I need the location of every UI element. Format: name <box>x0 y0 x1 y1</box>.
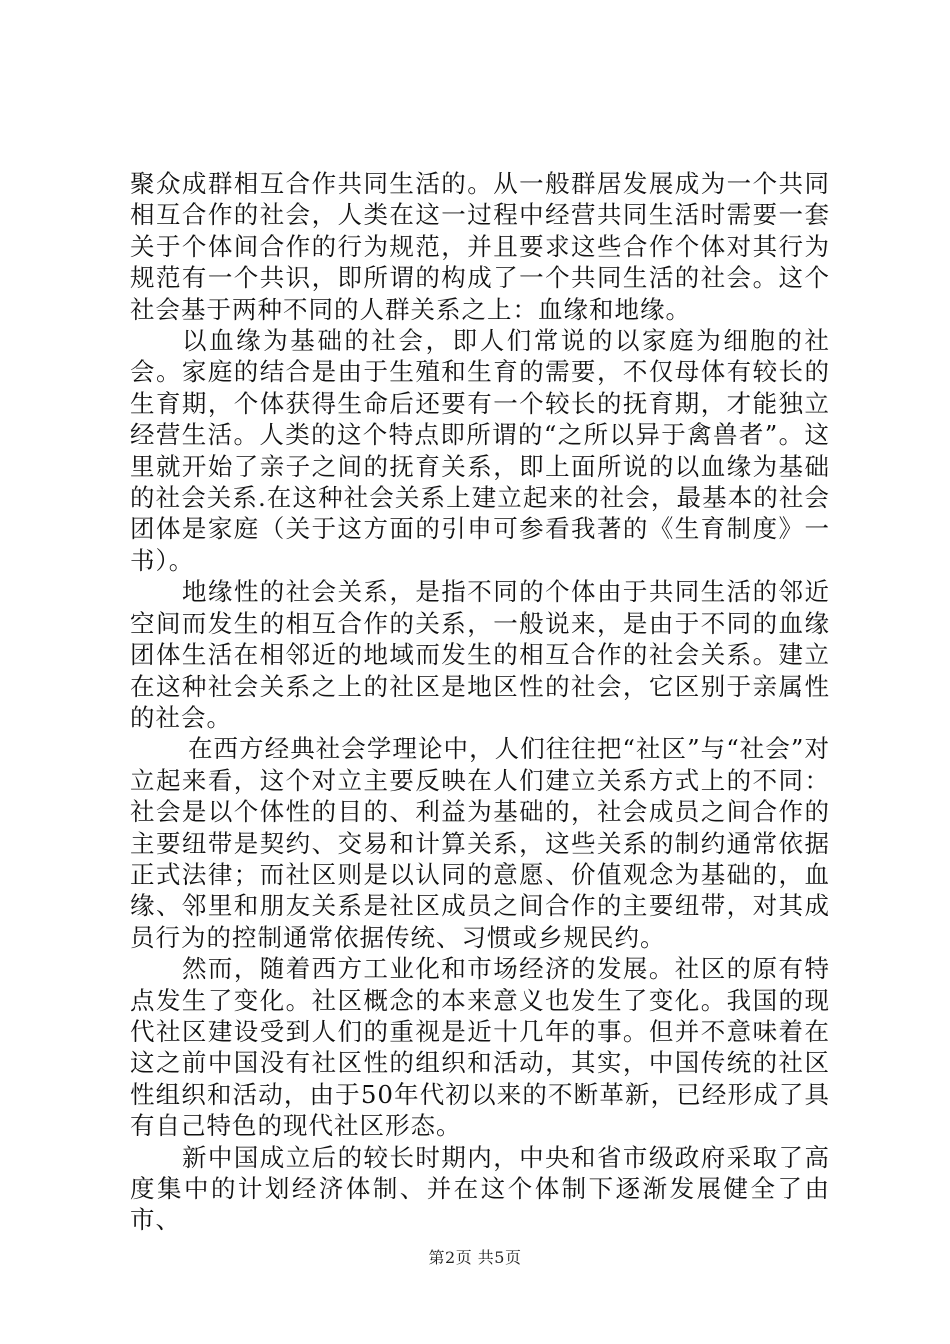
page-number-footer: 第2页 共5页 <box>428 1248 522 1267</box>
document-body <box>130 168 830 1236</box>
paragraph-1: 聚众成群相互合作共同生活的。从一般群居发展成为一个共同相互合作的社会，人类在这一过程中经营共同生活时需要一套关于个体间合作的行为规范，并且要求这些合作个体对其行为规范有一个共识，即所谓的构成了一个共同生活的社会。这个社会基于两种不同的人群关系之上：血缘和地缘。 <box>130 169 830 324</box>
paragraph-2: 以血缘为基础的社会，即人们常说的以家庭为细胞的社会。家庭的结合是由于生殖和生育的需要，不仅母体有较长的生育期，个体获得生命后还要有一个较长的抚育期，才能独立经营生活。人类的这个特点即所谓的“之所以异于禽兽者”。这里就开始了亲子之间的抚育关系，即上面所说的以血缘为基础的社会关系.在这种社会关系上建立起来的社会，最基本的社会团体是家庭（关于这方面的引申可参看我著的《生育制度》一书）。 <box>130 326 830 575</box>
paragraph-4: 在西方经典社会学理论中，人们往往把“社区”与“社会”对立起来看，这个对立主要反映在人们建立关系方式上的不同：社会是以个体性的目的、利益为基础的，社会成员之间合作的主要纽带是契约、交易和计算关系，这些关系的制约通常依据正式法律；而社区则是以认同的意愿、价值观念为基础的，血缘、邻里和朋友关系是社区成员之间合作的主要纽带，对其成员行为的控制通常依据传统、习惯或乡规民约。 <box>130 734 830 952</box>
paragraph-6: 新中国成立后的较长时期内，中央和省市级政府采取了高度集中的计划经济体制、并在这个体制下逐渐发展健全了由市、 <box>130 1142 830 1235</box>
paragraph-5: 然而，随着西方工业化和市场经济的发展。社区的原有特点发生了变化。社区概念的本来意义也发生了变化。我国的现代社区建设受到人们的重视是近十几年的事。但并不意味着在这之前中国没有社区性的组织和活动，其实，中国传统的社区性组织和活动，由于50年代初以来的不断革新，已经形成了具有自己特色的现代社区形态。 <box>130 954 830 1141</box>
paragraph-3: 地缘性的社会关系，是指不同的个体由于共同生活的邻近空间而发生的相互合作的关系，一般说来，是由于不同的血缘团体生活在相邻近的地域而发生的相互合作的社会关系。建立在这种社会关系之上的社区是地区性的社会，它区别于亲属性的社会。 <box>130 577 830 732</box>
